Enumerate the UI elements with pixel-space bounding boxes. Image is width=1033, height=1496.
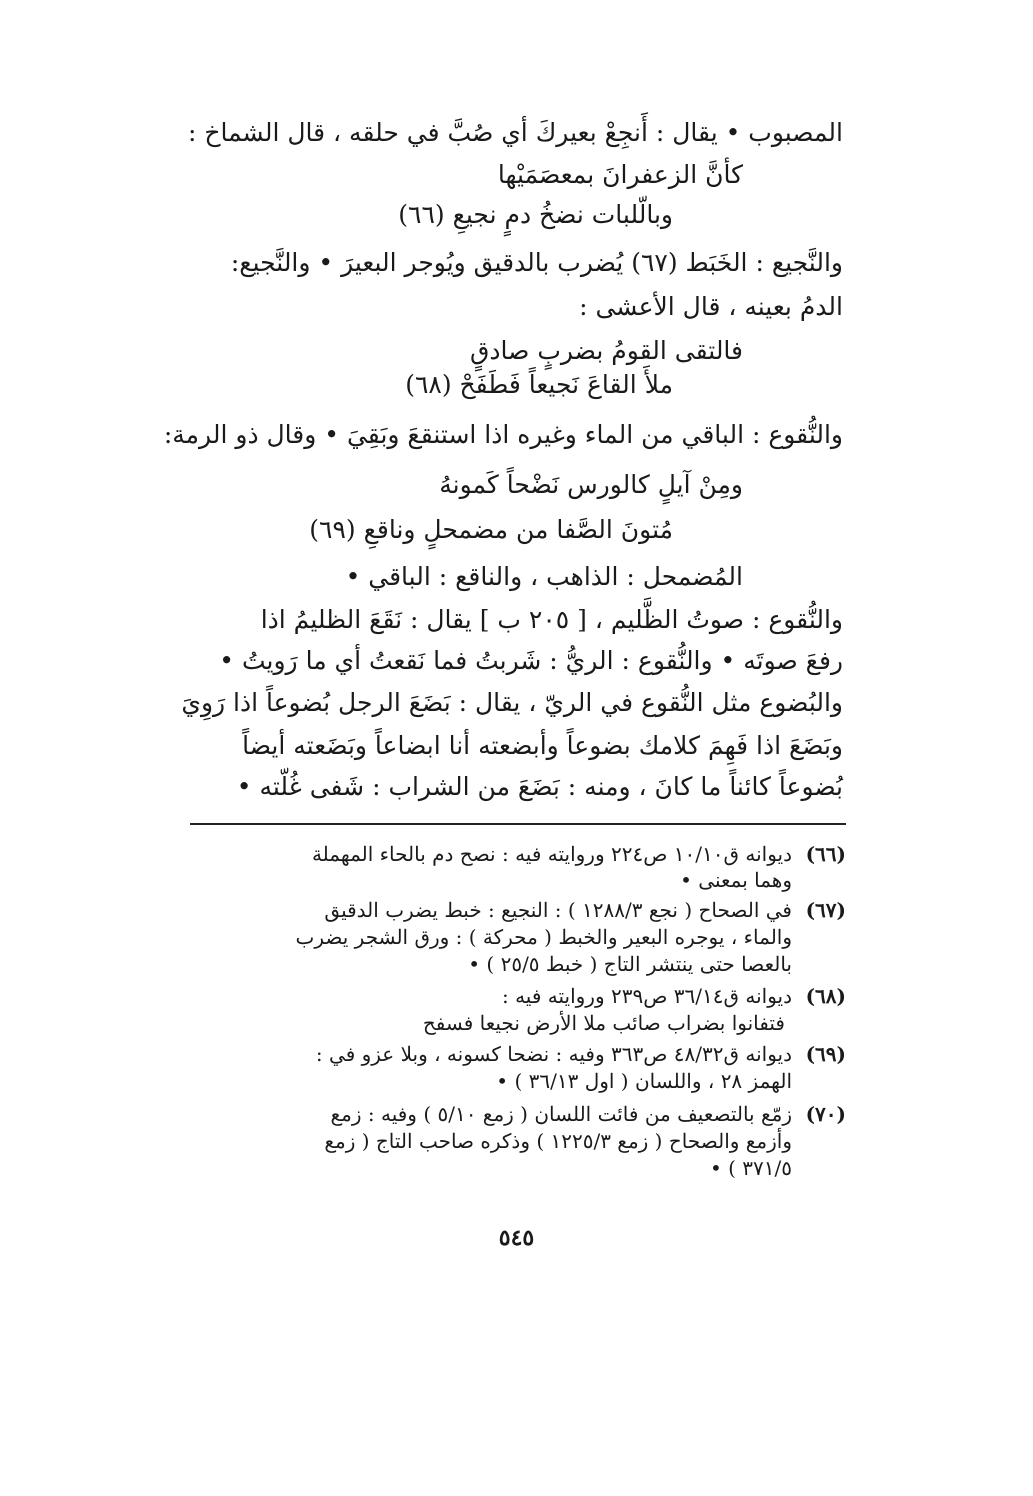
footnote-line: ديوانه ق٤٨/٣٢ ص٣٦٣ وفيه : نضحا كسونه ، وبلا عزو في : bbox=[315, 1042, 792, 1066]
footnote-line: في الصحاح ( نجع ١٢٨٨/٣ ) : النجيع : خبط يضرب الدقيق bbox=[324, 898, 792, 922]
text-line: بُضوعاً كائناً ما كانَ ، ومنه : بَضَعَ من الشراب : شَفى غُلّته • bbox=[236, 772, 843, 801]
text-line: والنَّجيع : الخَبَط (٦٧) يُضرب بالدقيق ويُوجر البعيرَ • والنَّجيع: bbox=[230, 248, 843, 277]
verse-hemistich: مُتونَ الصَّفا من مضمحلٍ وناقعِ (٦٩) bbox=[309, 515, 673, 544]
verse-hemistich: ملأَ القاعَ نَجيعاً فَطَفَحْ (٦٨) bbox=[405, 370, 673, 399]
footnote-line: والماء ، يوجره البعير والخبط ( محركة ) : ورق الشجر يضرب bbox=[295, 925, 792, 949]
text-line: والنُّقوع : صوتُ الظَّليم ، [ ٢٠٥ ب ] يقال : نَقَعَ الظليمُ اذا bbox=[260, 605, 843, 634]
text-line: الدمُ بعينه ، قال الأعشى : bbox=[579, 292, 843, 321]
text-line: المصبوب • يقال : أَنجِعْ بعيركَ أي صُبَّ في حلقه ، قال الشماخ : bbox=[187, 118, 843, 147]
verse-hemistich: كأنَّ الزعفرانَ بمعصَمَيْها bbox=[497, 160, 743, 189]
footnote-number: (٦٦) bbox=[805, 842, 846, 866]
text-line: المُضمحل : الذاهب ، والناقع : الباقي • bbox=[345, 562, 743, 591]
page-number: ٥٤٥ bbox=[498, 1225, 535, 1251]
text-line: وبَضَعَ اذا فَهِمَ كلامك بضوعاً وأبضعته أنا ابضاعاً وبَضَعته أيضاً bbox=[242, 731, 843, 760]
text-line: رفعَ صوتَه • والنُّقوع : الريُّ : شَربتُ فما نَقعتُ أي ما رَويتُ • bbox=[219, 646, 843, 675]
footnote-line: وهما بمعنى • bbox=[680, 868, 792, 892]
footnote-verse: فتفانوا بضراب صائب ملا الأرض نجيعا فسفح bbox=[422, 1011, 785, 1035]
text-line: والنُّقوع : الباقي من الماء وغيره اذا استنقعَ وبَقِيَ • وقال ذو الرمة: bbox=[163, 420, 843, 449]
verse-hemistich: وبالّلبات نضخُ دمٍ نجيعِ (٦٦) bbox=[398, 200, 673, 229]
footnote-line: ديوانه ق٣٦/١٤ ص٢٣٩ وروايته فيه : bbox=[501, 984, 792, 1008]
footnote-separator bbox=[190, 823, 846, 825]
footnote-line: ٣٧١/٥ ) • bbox=[709, 1156, 792, 1180]
footnote-number: (٦٩) bbox=[805, 1042, 846, 1066]
footnote-line: ديوانه ق١٠/١٠ ص٢٢٤ وروايته فيه : نصح دم بالحاء المهملة bbox=[311, 842, 792, 866]
verse-hemistich: ومِنْ آيلٍ كالورس نَضْحاً كَمونهُ bbox=[439, 470, 743, 499]
footnote-number: (٦٨) bbox=[805, 984, 846, 1008]
footnote-line: وأزمع والصحاح ( زمع ١٢٢٥/٣ ) وذكره صاحب التاج ( زمع bbox=[324, 1129, 792, 1153]
footnote-number: (٦٧) bbox=[805, 898, 846, 922]
footnote-line: الهمز ٢٨ ، واللسان ( اول ٣٦/١٣ ) • bbox=[496, 1069, 792, 1093]
text-line: والبُضوع مثل النُّقوع في الريّ ، يقال : بَضَعَ الرجل بُضوعاً اذا رَوِيَ bbox=[181, 688, 843, 717]
footnote-number: (٧٠) bbox=[805, 1102, 846, 1126]
footnote-line: بالعصا حتى ينتشر التاج ( خبط ٢٥/٥ ) • bbox=[468, 952, 792, 976]
footnote-line: زمّع بالتصعيف من فائت اللسان ( زمع ٥/١٠ ) وفيه : زمع bbox=[330, 1102, 792, 1126]
verse-hemistich: فالتقى القومُ بضربٍ صادقٍ bbox=[470, 336, 743, 365]
